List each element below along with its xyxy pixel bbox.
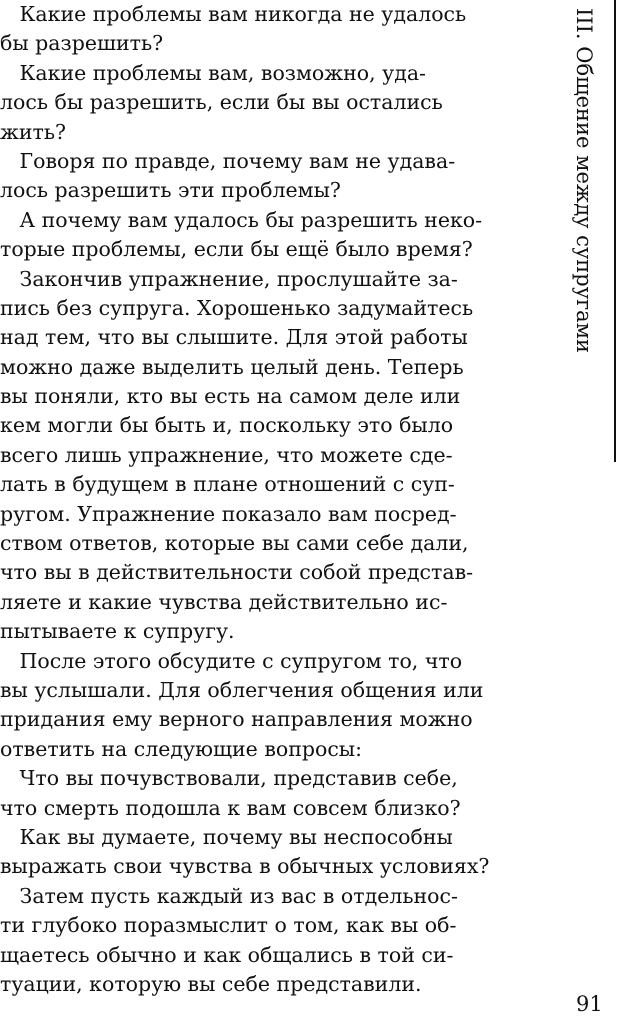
text-line: над тем, что вы слышите. Для этой работы	[0, 325, 468, 350]
text-line: всего лишь упражнение, что можете сде-	[0, 442, 453, 467]
text-line: торые проблемы, если бы ещё было время?	[0, 237, 473, 262]
text-line: вы услышали. Для облегчения общения или	[0, 677, 484, 702]
text-line: бы разрешить?	[0, 31, 164, 56]
text-line: жить?	[0, 119, 67, 144]
text-line: лось бы разрешить, если бы вы остались	[0, 90, 443, 115]
text-line: кем могли бы быть и, поскольку это было	[0, 413, 454, 438]
text-line: После этого обсудите с супругом то, что	[0, 648, 463, 673]
text-line: А почему вам удалось бы разрешить неко-	[0, 207, 483, 232]
text-line: ругом. Упражнение показало вам посред-	[0, 501, 457, 526]
text-line: Говоря по правде, почему вам не удава-	[0, 148, 456, 173]
text-line: пись без супруга. Хорошенько задумайтесь	[0, 295, 474, 320]
text-line: щаетесь обычно и как общались в той си-	[0, 942, 454, 967]
text-line: ти глубоко поразмыслит о том, как вы об-	[0, 913, 457, 938]
text-line: туации, которую вы себе представили.	[0, 971, 422, 996]
text-line: Какие проблемы вам никогда не удалось	[0, 2, 467, 26]
text-line: выражать свои чувства в обычных условиях?	[0, 854, 490, 879]
page-number: 91	[576, 992, 603, 1016]
running-head-rule	[614, 0, 616, 462]
text-line: Что вы почувствовали, представив себе,	[0, 766, 458, 791]
text-line: что смерть подошла к вам совсем близко?	[0, 795, 461, 820]
text-line: вы поняли, кто вы есть на самом деле или	[0, 384, 461, 409]
text-line: что вы в действительности собой представ-	[0, 560, 474, 585]
text-line: Как вы думаете, почему вы неспособны	[0, 824, 453, 849]
text-line: лось разрешить эти проблемы?	[0, 178, 341, 203]
running-head: III. Общение между супругами	[572, 8, 596, 353]
text-line: пытываете к супругу.	[0, 619, 235, 644]
text-line: можно даже выделить целый день. Теперь	[0, 354, 464, 379]
text-line: ляете и какие чувства действительно ис-	[0, 589, 448, 614]
text-line: Закончив упражнение, прослушайте за-	[0, 266, 458, 291]
text-line: придания ему верного направления можно	[0, 707, 473, 732]
text-line: ством ответов, которые вы сами себе дали,	[0, 531, 469, 556]
text-line: Затем пусть каждый из вас в отдельнос-	[0, 883, 458, 908]
text-line: ответить на следующие вопросы:	[0, 736, 363, 761]
text-line: Какие проблемы вам, возможно, уда-	[0, 60, 426, 85]
text-line: лать в будущем в плане отношений с суп-	[0, 472, 455, 497]
